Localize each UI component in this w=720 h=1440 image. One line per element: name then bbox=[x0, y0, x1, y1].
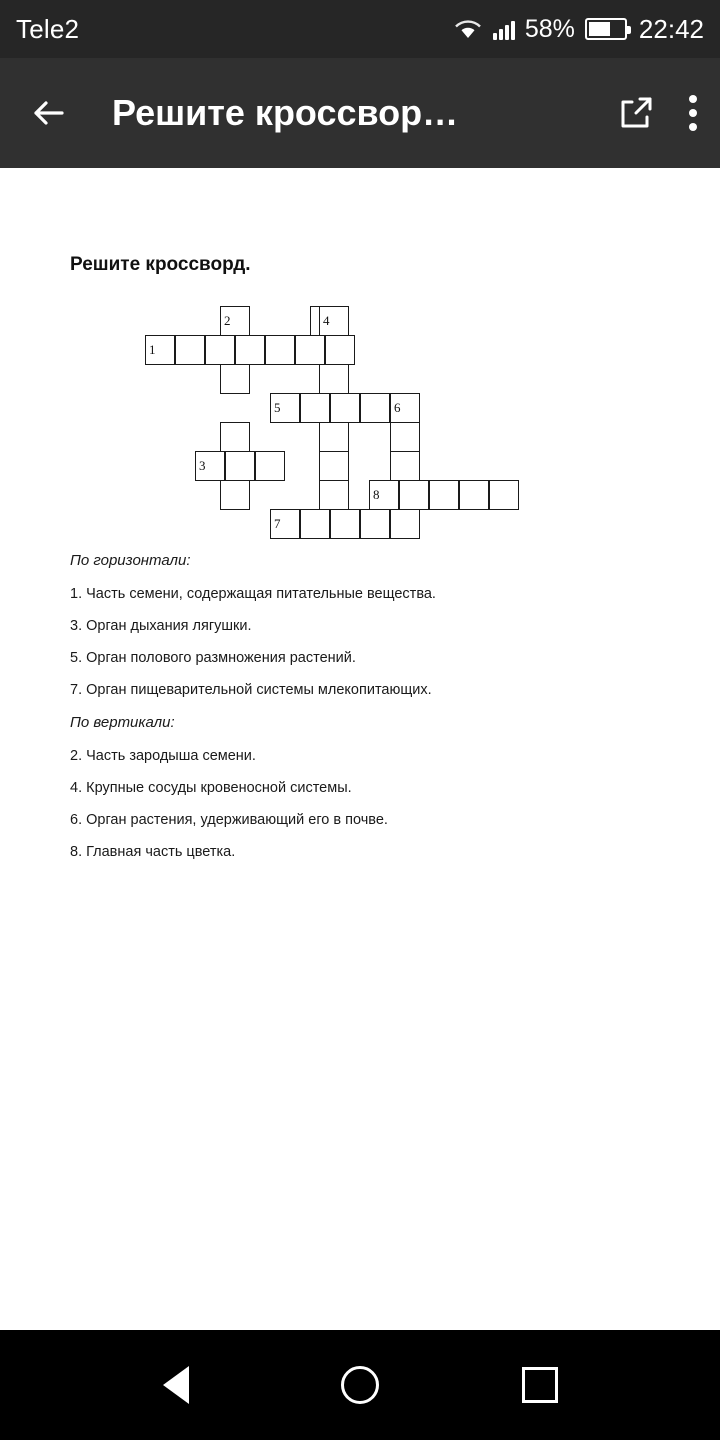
crossword-cell-numbered: 6 bbox=[390, 393, 420, 423]
crossword-cell bbox=[390, 451, 420, 481]
crossword-cell bbox=[175, 335, 205, 365]
crossword-cell bbox=[265, 335, 295, 365]
status-indicators bbox=[453, 14, 704, 45]
crossword-cell-numbered: 3 bbox=[195, 451, 225, 481]
crossword-cell-numbered: 2 bbox=[220, 306, 250, 336]
overflow-menu-icon[interactable] bbox=[688, 91, 698, 135]
document-title: Решите кроссворд. bbox=[70, 254, 251, 275]
crossword-cell-numbered: 7 bbox=[270, 509, 300, 539]
across-clue-7: 7. Орган пищеварительной системы млекопитающих. bbox=[70, 682, 432, 698]
wifi-icon bbox=[453, 17, 483, 41]
crossword-cell bbox=[429, 480, 459, 510]
down-clue-8: 8. Главная часть цветка. bbox=[70, 844, 236, 860]
down-clue-4: 4. Крупные сосуды кровеносной системы. bbox=[70, 780, 352, 796]
nav-recents-square-icon[interactable] bbox=[513, 1358, 567, 1412]
crossword-cell bbox=[330, 509, 360, 539]
crossword-cell bbox=[390, 509, 420, 539]
crossword-cell-numbered: 1 bbox=[145, 335, 175, 365]
crossword-cell bbox=[489, 480, 519, 510]
crossword-cell bbox=[319, 451, 349, 481]
crossword-cell bbox=[300, 393, 330, 423]
crossword-cell bbox=[295, 335, 325, 365]
back-arrow-icon[interactable] bbox=[22, 85, 78, 141]
crossword-cell bbox=[319, 480, 349, 510]
carrier-label: Tele2 bbox=[16, 13, 80, 44]
crossword-cell bbox=[360, 393, 390, 423]
page-title: Решите кроссвор… bbox=[112, 92, 459, 133]
crossword-cell bbox=[325, 335, 355, 365]
crossword-cell-numbered: 5 bbox=[270, 393, 300, 423]
crossword-cell bbox=[205, 335, 235, 365]
signal-icon bbox=[493, 18, 515, 40]
across-clue-3: 3. Орган дыхания лягушки. bbox=[70, 618, 252, 634]
nav-home-circle-icon[interactable] bbox=[333, 1358, 387, 1412]
down-clue-6: 6. Орган растения, удерживающий его в почве. bbox=[70, 812, 388, 828]
crossword-cell bbox=[360, 509, 390, 539]
crossword-cell bbox=[319, 364, 349, 394]
app-bar bbox=[0, 58, 720, 168]
battery-percent-label: 58% bbox=[524, 14, 575, 43]
across-clue-1: 1. Часть семени, содержащая питательные вещества. bbox=[70, 586, 436, 602]
crossword-cell bbox=[319, 422, 349, 452]
document-view[interactable] bbox=[0, 168, 720, 1330]
crossword-cell bbox=[255, 451, 285, 481]
app-bar-actions bbox=[614, 91, 698, 135]
crossword-cell bbox=[220, 480, 250, 510]
crossword-cell bbox=[235, 335, 265, 365]
crossword-cell bbox=[225, 451, 255, 481]
document-body bbox=[0, 168, 720, 860]
clock-label: 22:42 bbox=[638, 13, 704, 44]
system-nav-bar bbox=[0, 1330, 720, 1440]
across-heading: По горизонтали: bbox=[70, 552, 191, 569]
crossword-cell bbox=[300, 509, 330, 539]
crossword-grid bbox=[70, 306, 650, 536]
status-bar bbox=[0, 0, 720, 58]
crossword-cell-numbered: 4 bbox=[319, 306, 349, 336]
down-heading: По вертикали: bbox=[70, 714, 175, 731]
nav-back-triangle-icon[interactable] bbox=[153, 1358, 207, 1412]
battery-icon bbox=[585, 18, 627, 40]
crossword-cell bbox=[220, 364, 250, 394]
crossword-cell bbox=[220, 422, 250, 452]
crossword-cell-numbered: 8 bbox=[369, 480, 399, 510]
crossword-cell bbox=[399, 480, 429, 510]
down-clue-2: 2. Часть зародыша семени. bbox=[70, 748, 256, 764]
crossword-cell bbox=[459, 480, 489, 510]
across-clue-5: 5. Орган полового размножения растений. bbox=[70, 650, 356, 666]
crossword-cell bbox=[390, 422, 420, 452]
crossword-cell bbox=[330, 393, 360, 423]
share-icon[interactable] bbox=[614, 91, 658, 135]
